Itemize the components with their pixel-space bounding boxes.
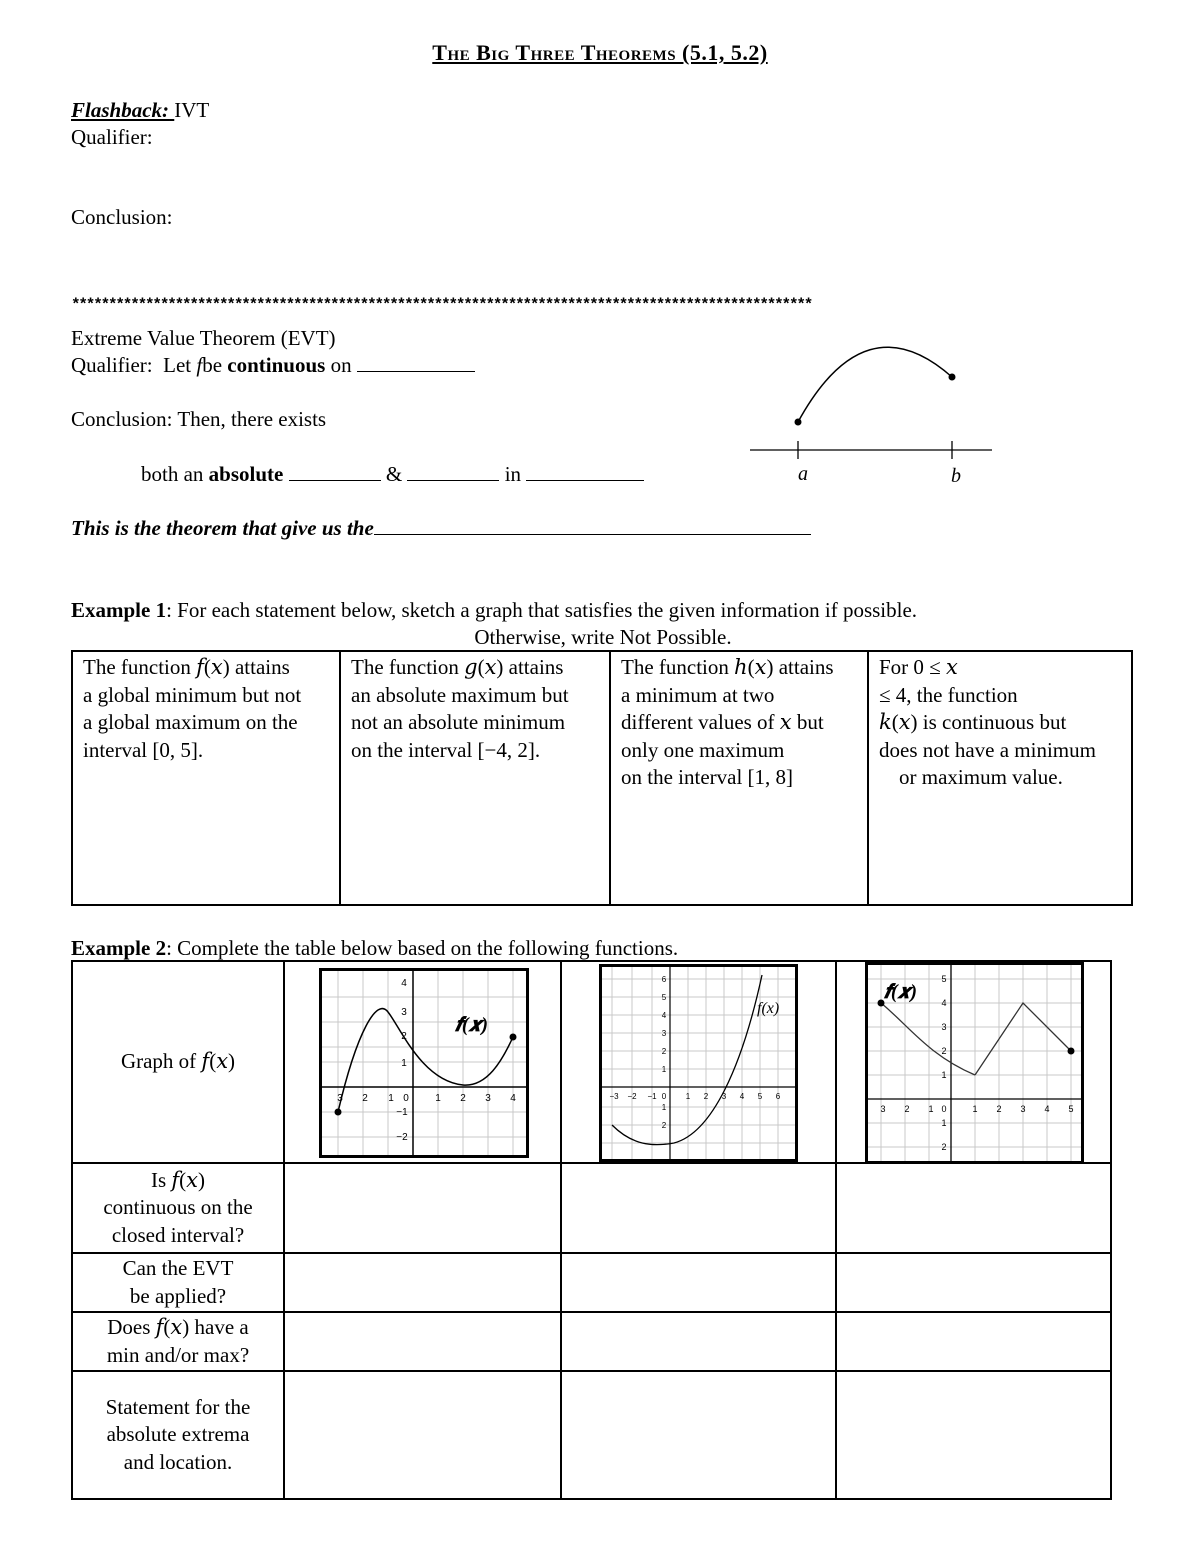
evt-amp: & [385, 462, 403, 486]
graph-2-tick: 1 [661, 1103, 667, 1112]
graph-2-svg [602, 967, 795, 1159]
graph-3-tick: 1 [972, 1104, 978, 1114]
graph-3-tick: 5 [941, 974, 947, 984]
answer-cell[interactable] [836, 1163, 1111, 1253]
evt-qualifier-label: Qualifier: [71, 353, 153, 377]
graph-1-tick: −2 [396, 1132, 408, 1143]
answer-cell[interactable] [561, 1253, 836, 1312]
evt-qualifier [71, 352, 475, 379]
cell-line: The function 𝑔(𝑥) attains [351, 655, 564, 679]
page-title: The Big Three Theorems (5.1, 5.2) [432, 40, 768, 65]
flashback-line [71, 97, 209, 124]
cell-line: on the interval [−4, 2]. [351, 737, 541, 762]
evt-qualifier-f: f [196, 353, 203, 377]
evt-conclusion [71, 406, 326, 433]
label-line: Statement for the [105, 1394, 251, 1419]
star-divider: **************************************************************************************************** [71, 296, 812, 314]
evt-interval-blank[interactable] [357, 353, 475, 372]
graph-3-tick: 2 [996, 1104, 1002, 1114]
graph-3 [865, 962, 1084, 1164]
graph-2-tick: 5 [757, 1092, 763, 1101]
graph-1-tick: 4 [401, 978, 407, 989]
evt-heading: Extreme Value Theorem (EVT) [71, 326, 336, 350]
graph-1-tick: 2 [401, 1031, 407, 1042]
flashback-label: Flashback: [71, 98, 170, 122]
graph-2-tick: 4 [739, 1092, 745, 1101]
graph-2-label: f(x) [757, 1000, 780, 1017]
flashback-conclusion: Conclusion: [71, 205, 173, 229]
flashback-value: IVT [174, 98, 210, 122]
graph-3-tick: 2 [904, 1104, 910, 1114]
example1-prompt-2: Otherwise, write Not Possible. [474, 625, 732, 649]
label-line: min and/or max? [106, 1342, 250, 1367]
label-line: Does 𝑓(𝑥) have a [107, 1315, 249, 1339]
evt-label-a: a [798, 463, 808, 485]
graph-1 [319, 968, 529, 1158]
evt-continuous: continuous [227, 353, 326, 377]
answer-cell[interactable] [284, 1253, 561, 1312]
label-line: and location. [123, 1449, 233, 1474]
answer-cell[interactable] [561, 1371, 836, 1499]
graph-1-tick: 3 [401, 1007, 407, 1018]
graph-1-svg [322, 971, 526, 1155]
graph-3-svg [868, 965, 1081, 1161]
graph-2-tick: 6 [661, 975, 667, 984]
graph-2-tick: 0 [661, 1092, 667, 1101]
answer-cell[interactable] [561, 1312, 836, 1371]
graph-2 [599, 964, 798, 1162]
row-label-graph: Graph of 𝑓(𝑥) [72, 961, 284, 1163]
answer-cell[interactable] [836, 1253, 1111, 1312]
graph-2-tick: 2 [703, 1092, 709, 1101]
evt-absolute-line [141, 461, 644, 488]
cell-line: does not have a minimum [879, 737, 1096, 762]
example1-label: Example 1 [71, 598, 167, 622]
evt-gives-blank[interactable] [374, 516, 811, 535]
graph-1-right-endpoint [510, 1034, 517, 1041]
example1-cell-h[interactable] [610, 651, 868, 905]
row-label-evt [72, 1253, 284, 1312]
answer-cell[interactable] [836, 1371, 1111, 1499]
graph-3-label: 𝒇(𝒙) [884, 981, 918, 1003]
graph-2-tick: 2 [661, 1047, 667, 1056]
graph-2-tick: 6 [775, 1092, 781, 1101]
graph-3-tick: 1 [941, 1118, 947, 1128]
row-label-minmax [72, 1312, 284, 1371]
graph-3-tick: 1 [941, 1070, 947, 1080]
evt-arc-curve [798, 347, 952, 422]
graph-2-tick: 4 [661, 1011, 667, 1020]
cell-line: different values of 𝑥 but [621, 710, 824, 734]
example2-label: Example 2 [71, 936, 167, 960]
label-line: absolute extrema [106, 1422, 250, 1447]
evt-label-b: b [951, 465, 961, 487]
cell-line: a global maximum on the [83, 710, 298, 734]
label-line: Can the EVT [122, 1256, 234, 1280]
evt-on: on [330, 353, 352, 377]
graph-3-tick: 5 [1068, 1104, 1074, 1114]
answer-cell[interactable] [561, 1163, 836, 1253]
example1-prompt-text: : For each statement below, sketch a graph that satisfies the given information if possible. [166, 598, 918, 622]
graph-3-tick: 4 [1044, 1104, 1050, 1114]
graph-2-tick: 5 [661, 993, 667, 1002]
evt-blank-3[interactable] [526, 462, 644, 481]
cell-line: on the interval [1, 8] [621, 765, 794, 789]
graph-1-label: 𝒇(𝒙) [455, 1014, 489, 1036]
graph-1-tick: 3 [485, 1093, 491, 1104]
cell-line: The function ℎ(𝑥) attains [621, 655, 834, 679]
evt-qualifier-be: be [202, 353, 223, 377]
graph-2-tick: −1 [647, 1092, 657, 1101]
cell-line: interval [0, 5]. [83, 737, 204, 762]
cell-line: a minimum at two [621, 682, 775, 707]
evt-conclusion-text: Then, there exists [177, 407, 327, 431]
evt-both-an: both an [141, 462, 204, 486]
answer-cell[interactable] [284, 1371, 561, 1499]
graph-1-left-endpoint [335, 1109, 342, 1116]
example1-cell-k[interactable] [868, 651, 1132, 905]
graph-3-curve-left [881, 1003, 975, 1075]
evt-qualifier-text: Let [163, 353, 192, 377]
graph-3-tick: 2 [941, 1046, 947, 1056]
evt-arc-diagram [745, 340, 1005, 490]
cell-line: For 0 ≤ 𝑥 [879, 655, 958, 679]
graph-3-right-endpoint [1068, 1048, 1075, 1055]
graph-2-tick: −2 [627, 1092, 637, 1101]
cell-line: not an absolute minimum [351, 710, 566, 734]
evt-gives-line [71, 515, 811, 542]
example1-cell-g[interactable] [340, 651, 610, 905]
evt-arc-left-point [795, 419, 802, 426]
graph-1-tick: 2 [460, 1093, 466, 1104]
flashback-qualifier: Qualifier: [71, 125, 153, 149]
graph-1-tick: 3 [337, 1093, 343, 1104]
evt-gives-us: This is the theorem that give us the [71, 516, 374, 540]
graph-1-tick: 1 [388, 1093, 394, 1104]
graph-3-tick: 1 [928, 1104, 934, 1114]
graph-3-tick: 3 [941, 1022, 947, 1032]
graph-1-tick: 2 [362, 1093, 368, 1104]
graph-1-tick: 1 [435, 1093, 441, 1104]
evt-conclusion-label: Conclusion: [71, 407, 173, 431]
graph-3-tick: 4 [941, 998, 947, 1008]
row-label-statement [72, 1371, 284, 1499]
graph-3-tick: 0 [941, 1104, 947, 1114]
cell-line: The function 𝑓(𝑥) attains [83, 655, 290, 679]
example1-prompt [71, 597, 917, 624]
graph-2-tick: 3 [721, 1092, 727, 1101]
label-line: closed interval? [111, 1222, 245, 1247]
cell-line: ≤ 4, the function [879, 682, 1018, 707]
graph-2-curve [612, 975, 762, 1145]
label-line: be applied? [129, 1283, 227, 1308]
graph-1-tick: −1 [396, 1107, 408, 1118]
cell-line: an absolute maximum but [351, 682, 569, 707]
answer-cell[interactable] [836, 1312, 1111, 1371]
graph-2-tick: −3 [609, 1092, 619, 1101]
row-label-continuous [72, 1163, 284, 1253]
evt-blank-1[interactable] [289, 462, 381, 481]
graph-2-tick: 2 [661, 1121, 667, 1130]
graph-2-tick: 1 [685, 1092, 691, 1101]
answer-cell[interactable] [284, 1312, 561, 1371]
graph-3-tick: 3 [1020, 1104, 1026, 1114]
label-line: continuous on the [103, 1195, 253, 1220]
answer-cell[interactable] [284, 1163, 561, 1253]
graph-1-tick: 4 [510, 1093, 516, 1104]
graph-3-tick: 2 [941, 1142, 947, 1152]
cell-line: only one maximum [621, 737, 785, 762]
graph-1-tick: 0 [403, 1093, 409, 1104]
example1-table [71, 650, 1133, 906]
graph-2-tick: 3 [661, 1029, 667, 1038]
example2-prompt [71, 935, 678, 962]
example1-cell-f[interactable] [72, 651, 340, 905]
label-line: Is 𝑓(𝑥) [150, 1167, 206, 1192]
evt-arc-right-point [949, 374, 956, 381]
cell-line: or maximum value. [899, 765, 1063, 789]
graph-2-tick: 1 [661, 1065, 667, 1074]
graph-3-tick: 3 [880, 1104, 886, 1114]
evt-in: in [504, 462, 522, 486]
example2-prompt-text: : Complete the table below based on the following functions. [166, 936, 679, 960]
evt-absolute: absolute [208, 462, 284, 486]
graph-1-tick: 1 [401, 1058, 407, 1069]
evt-blank-2[interactable] [407, 462, 499, 481]
cell-line: a global minimum but not [83, 682, 302, 707]
cell-line: 𝑘(𝑥) is continuous but [879, 710, 1067, 734]
